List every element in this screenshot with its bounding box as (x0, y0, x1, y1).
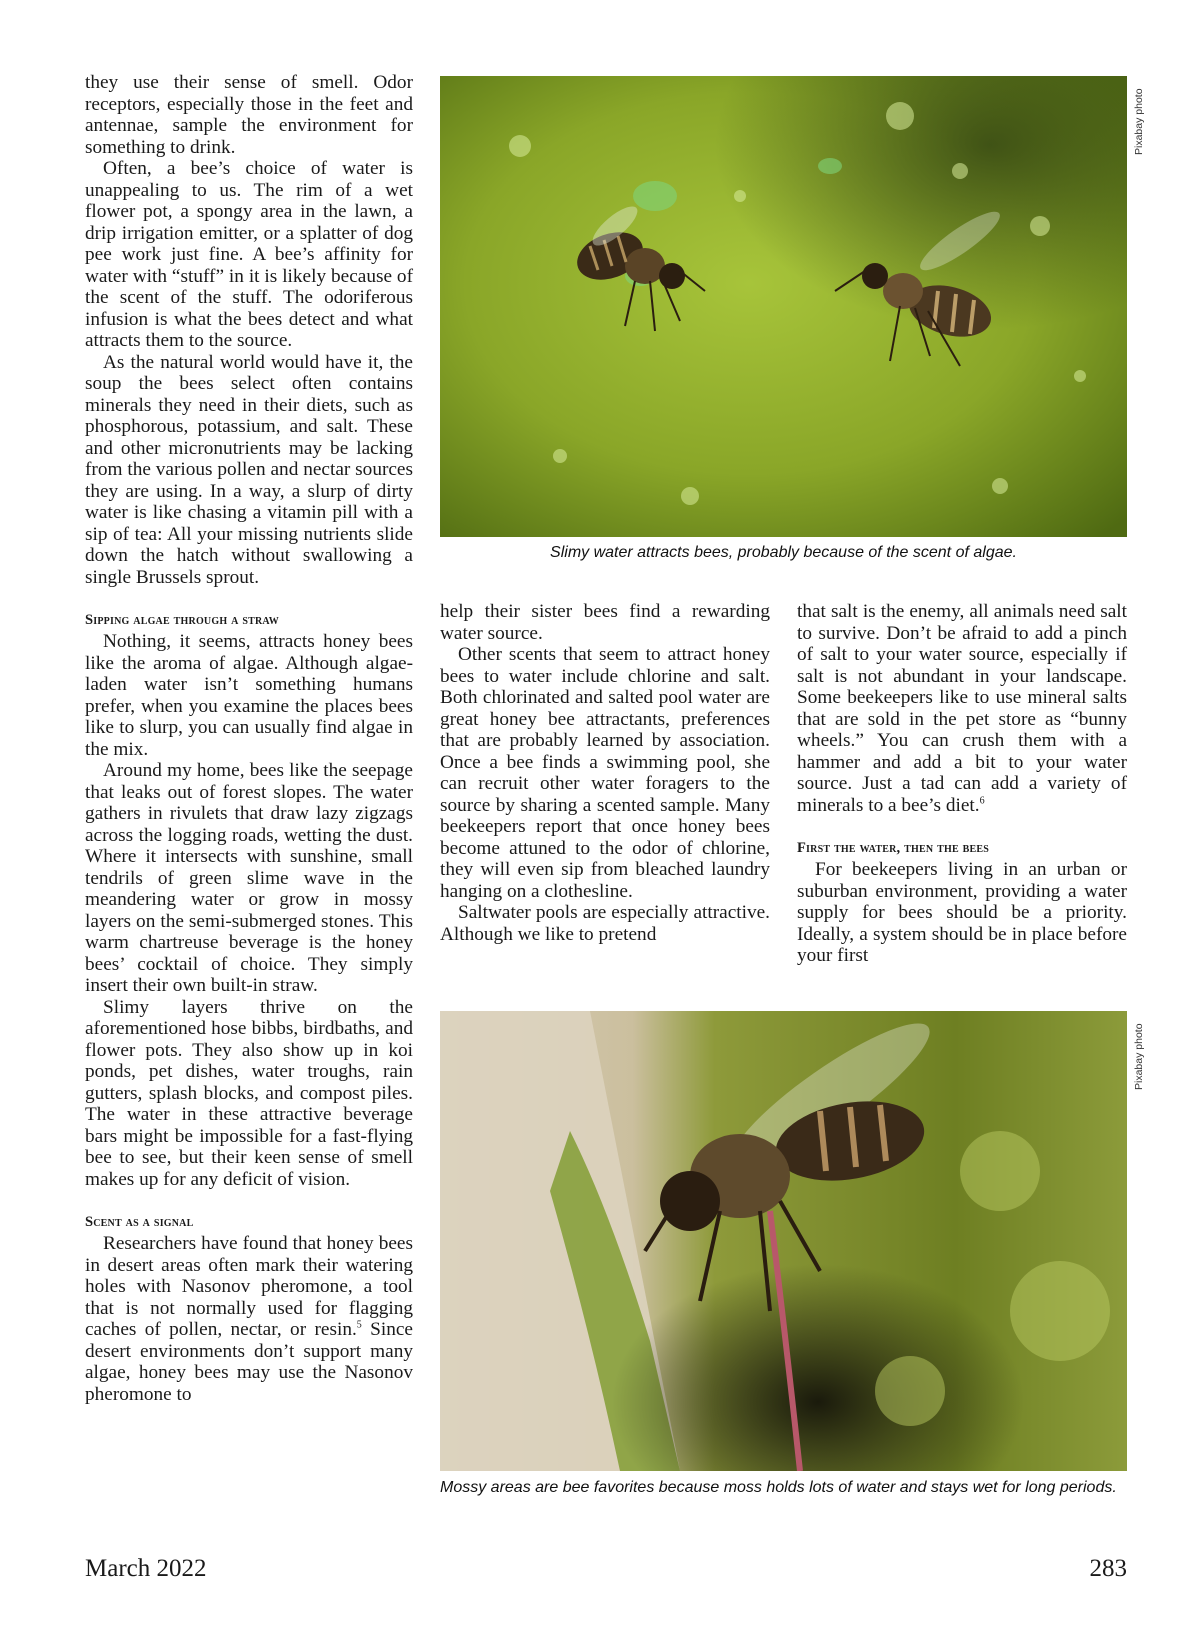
moss-bee-photo (440, 1011, 1127, 1471)
column-3 (797, 601, 1127, 967)
paragraph: help their sister bees find a rewarding water source. (440, 601, 770, 644)
algae-bees-illustration (440, 76, 1127, 537)
column-2 (440, 601, 770, 945)
paragraph: Often, a bee’s choice of water is unappealing to us. The rim of a wet flower pot, a spongy area in the lawn, a drip irrigation emitter, or a splatter of dog pee work just fine. A bee’s affinity for water with “stuff” in it is likely because of the scent of the stuff. The odoriferous infusion is what the bees detect and what attracts them to the source. (85, 158, 413, 351)
photo-credit: Pixabay photo (1133, 88, 1145, 155)
column-1 (85, 72, 413, 1405)
paragraph-text: Researchers have found that honey bees in desert areas often mark their watering holes with Nasonov pheromone, a tool that is not normally used for flagging caches of pollen, nectar, or resin. (85, 1233, 413, 1340)
paragraph-text: that salt is the enemy, all animals need salt to survive. Don’t be afraid to add a pinch of salt to your water source, especially if salt is not abundant in your landscape. Some beekeepers like to use mineral salts that are sold in the pet store as “bunny wheels.” You can crush them with a hammer and add a bit to your water source. Just a tad can add a variety of minerals to a bee’s diet. (797, 601, 1127, 816)
paragraph: Other scents that seem to attract honey bees to water include chlorine and salt. Both chlorinated and salted pool water are great honey bee attractants, preferences that are probably learned by association. Once a bee finds a swimming pool, she can recruit other water foragers to the source by sharing a scented sample. Many beekeepers report that once honey bees become attuned to the odor of chlorine, they will even sip from bleached laundry hanging on a clothesline. (440, 644, 770, 902)
page-number: 283 (1089, 1555, 1127, 1582)
paragraph: For beekeepers living in an urban or suburban environment, providing a water supply for bees should be a priority. Ideally, a system should be in place before your first (797, 859, 1127, 966)
paragraph: Saltwater pools are especially attractive. Although we like to pretend (440, 902, 770, 945)
paragraph: Nothing, it seems, attracts honey bees like the aroma of algae. Although algae-laden water isn’t something humans prefer, when you examine the places bees like to slurp, you can usually find algae in the mix. (85, 631, 413, 760)
issue-date: March 2022 (85, 1555, 207, 1582)
algae-bees-photo (440, 76, 1127, 537)
paragraph (85, 1233, 413, 1405)
photo-caption: Slimy water attracts bees, probably because of the scent of algae. (550, 544, 1017, 561)
photo-caption: Mossy areas are bee favorites because moss holds lots of water and stays wet for long periods. (440, 1479, 1117, 1496)
photo-credit: Pixabay photo (1133, 1023, 1145, 1090)
footnote-ref: 6 (979, 795, 985, 807)
paragraph (797, 601, 1127, 816)
paragraph: they use their sense of smell. Odor receptors, especially those in the feet and antennae, sample the environment for something to drink. (85, 72, 413, 158)
section-heading: First the water, then the bees (797, 840, 990, 856)
paragraph: Slimy layers thrive on the aforementioned hose bibbs, birdbaths, and flower pots. They also show up in koi ponds, pet dishes, water troughs, rain gutters, splash blocks, and compost piles. The water in these attractive beverage bars might be impossible for a fast-flying bee to see, but their keen sense of smell makes up for any deficit of vision. (85, 996, 413, 1190)
section-heading: Sipping algae through a straw (85, 612, 279, 628)
section-heading: Scent as a signal (85, 1214, 194, 1230)
paragraph: Around my home, bees like the seepage that leaks out of forest slopes. The water gathers in rivulets that draw lazy zigzags across the logging roads, wetting the dust. Where it intersects with sunshine, small tendrils of green slime wave in the meandering water or grow in mossy layers on the semi-submerged stones. This warm chartreuse beverage is the honey bees’ cocktail of choice. They simply insert their own built-in straw. (85, 760, 413, 996)
paragraph-text: Since desert environments don’t support many algae, honey bees may use the Nasonov pheromone to (85, 1319, 413, 1405)
footnote-ref: 5 (356, 1319, 362, 1331)
paragraph: As the natural world would have it, the soup the bees select often contains minerals they need in their diets, such as phosphorous, potassium, and salt. These and other micronutrients may be lacking from the various pollen and nectar sources they are using. In a way, a slurp of dirty water is like chasing a vitamin pill with a sip of tea: All your missing nutrients slide down the hatch without swallowing a single Brussels sprout. (85, 351, 413, 588)
moss-bee-illustration (440, 1011, 1127, 1471)
